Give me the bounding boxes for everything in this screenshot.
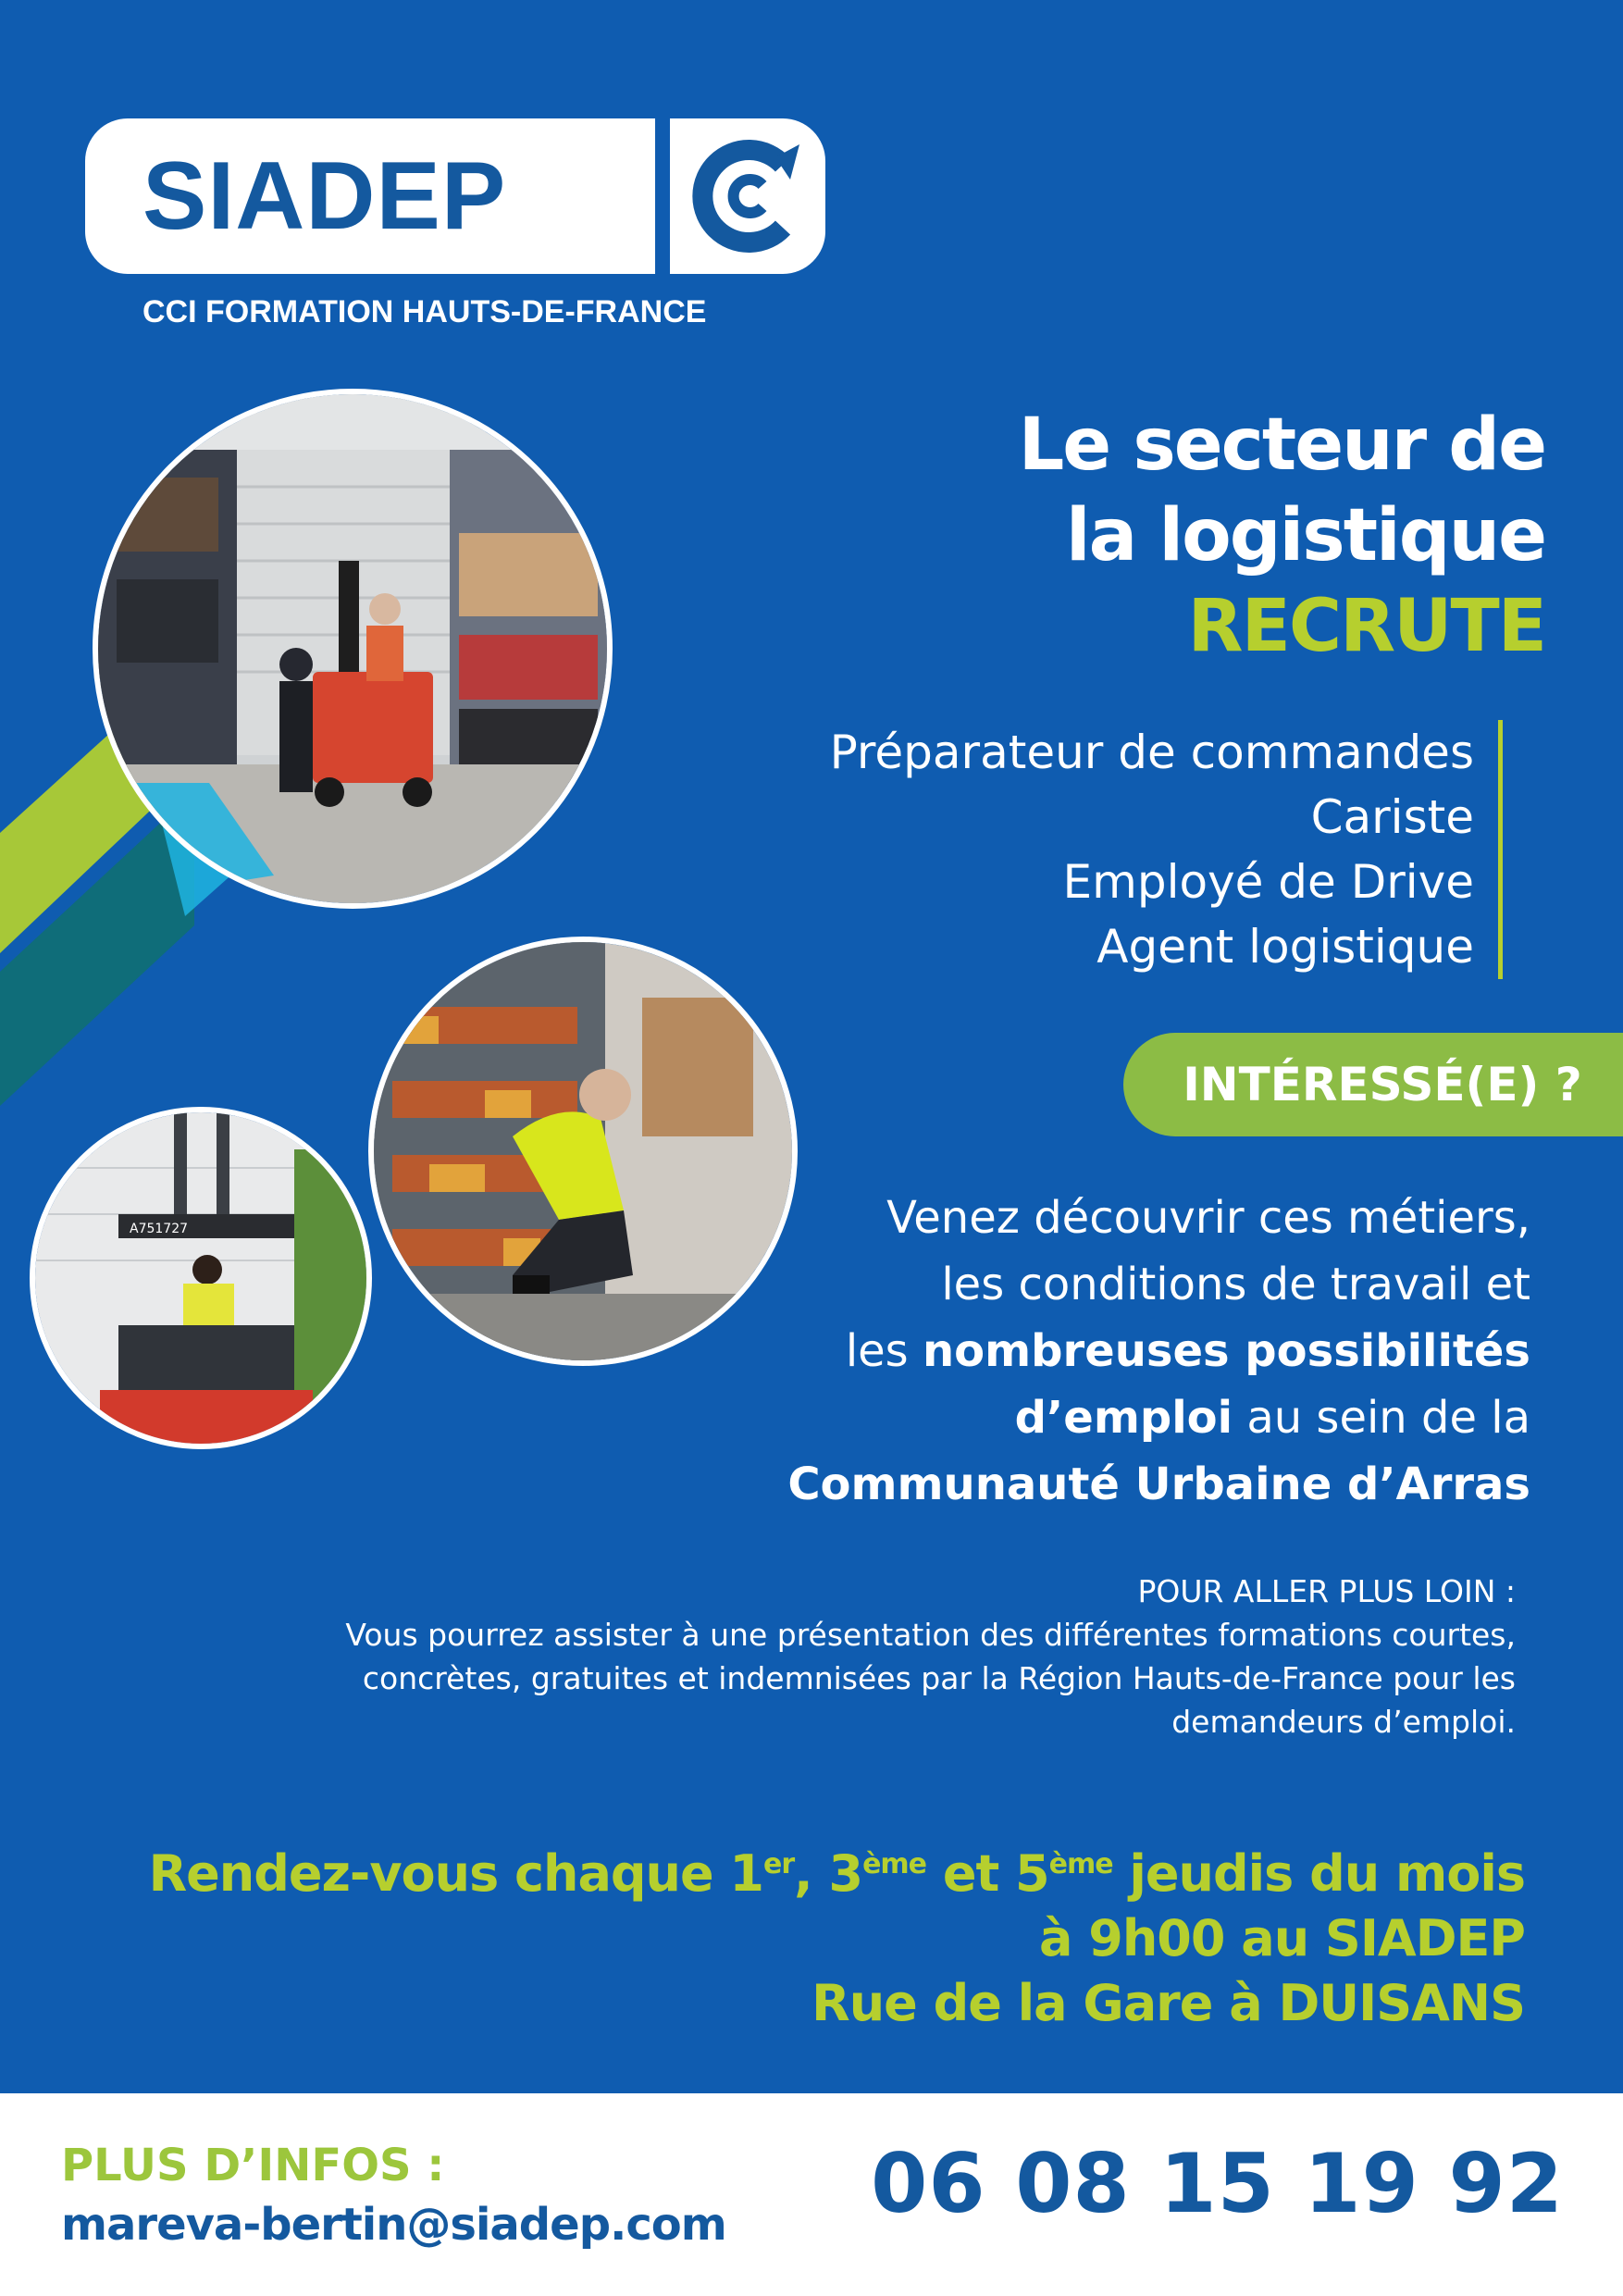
forklift-rear-photo <box>30 1107 372 1449</box>
lead-line: les conditions de travail et <box>941 1259 1530 1310</box>
job-item: Agent logistique <box>1096 920 1474 974</box>
logo-divider <box>655 118 670 274</box>
order-picker-photo <box>368 937 798 1366</box>
more-info-paragraph <box>345 1570 1516 1744</box>
cci-logo-icon <box>687 131 816 261</box>
job-list <box>830 720 1503 979</box>
headline-line2: la logistique <box>1065 494 1545 577</box>
more-heading: POUR ALLER PLUS LOIN : <box>1137 1573 1516 1609</box>
lead-line: Venez découvrir ces métiers, <box>886 1192 1530 1244</box>
lead-text: au sein de la <box>1233 1392 1530 1444</box>
lead-line <box>787 1318 1530 1384</box>
headline-line1: Le secteur de <box>1018 403 1545 487</box>
appointment-info <box>149 1842 1525 2036</box>
lead-paragraph <box>787 1185 1530 1518</box>
brand-subtitle: CCI FORMATION HAUTS-DE-FRANCE <box>142 294 707 329</box>
brand-logo <box>85 118 825 274</box>
warehouse-forklift-photo <box>93 389 613 909</box>
more-info-label: PLUS D’INFOS : <box>61 2140 445 2191</box>
contact-phone[interactable]: 06 08 15 19 92 <box>871 2136 1564 2231</box>
more-line: demandeurs d’emploi. <box>1171 1704 1516 1740</box>
job-item: Cariste <box>1310 790 1474 844</box>
rdv-sup: ème <box>862 1848 927 1880</box>
footer-bar <box>0 2093 1623 2296</box>
appointment-line <box>149 1842 1525 1906</box>
job-item: Préparateur de commandes <box>829 726 1474 779</box>
headline-accent: RECRUTE <box>1187 585 1545 668</box>
rdv-text: et 5 <box>926 1844 1049 1903</box>
appointment-line: à 9h00 au SIADEP <box>1039 1909 1525 1967</box>
forklift-plate: A751727 <box>130 1222 189 1236</box>
appointment-line: Rue de la Gare à DUISANS <box>812 1974 1525 2032</box>
lead-bold: d’emploi <box>1014 1392 1233 1444</box>
more-line: concrètes, gratuites et indemnisées par la Région Hauts-de-France pour les <box>362 1660 1516 1696</box>
rdv-text: , 3 <box>794 1844 863 1903</box>
rdv-text: jeudis du mois <box>1112 1844 1525 1903</box>
lead-text: les <box>845 1325 923 1377</box>
brand-name: SIADEP <box>142 143 507 250</box>
rdv-sup: er <box>763 1848 795 1880</box>
contact-email[interactable]: mareva-bertin@siadep.com <box>61 2199 726 2251</box>
lead-bold: nombreuses possibilités <box>922 1325 1530 1377</box>
rdv-sup: ème <box>1048 1848 1113 1880</box>
rdv-text: Rendez-vous chaque 1 <box>148 1844 764 1903</box>
lead-bold: Communauté Urbaine d’Arras <box>787 1458 1530 1510</box>
lead-line <box>787 1451 1530 1518</box>
job-item: Employé de Drive <box>1062 855 1474 909</box>
interest-badge: INTÉRESSÉ(E) ? <box>1123 1033 1623 1136</box>
more-line: Vous pourrez assister à une présentation des différentes formations courtes, <box>345 1617 1516 1653</box>
headline <box>1019 400 1545 672</box>
lead-line <box>787 1384 1530 1451</box>
